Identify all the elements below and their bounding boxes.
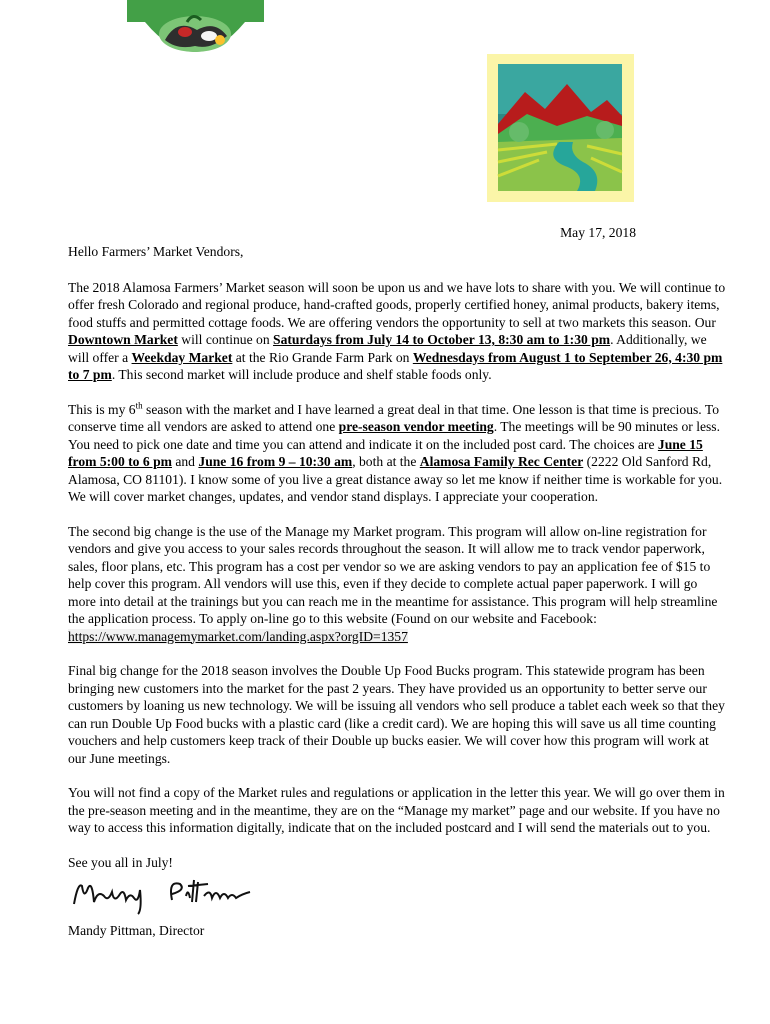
letter-body	[68, 243, 728, 957]
weekday-market-label: Weekday Market	[131, 349, 233, 365]
meeting-label: pre-season vendor meeting	[338, 419, 494, 434]
meeting-date-1: June 15 from 5:00 to 6 pm	[68, 436, 703, 469]
downtown-market-label: Downtown Market	[68, 332, 178, 347]
signer-name: Mandy Pittman, Director	[68, 923, 205, 938]
greeting: Hello Farmers’ Market Vendors,	[68, 244, 244, 259]
market-logo	[127, 0, 264, 60]
letter-date: May 17, 2018	[560, 225, 636, 240]
paragraph-markets: The 2018 Alamosa Farmers’ Market season will soon be upon us and we have lots to share with you. We will continue to offer fresh Colorado and regional produce, hand-crafted goods, properly certified honey, animal products, bakery items, food stuffs and permitted cottage foods. We are offering vendors the opportunity to sell at two markets this season. Our Downtown Market will continue on Saturdays from July 14 to October 13, 8:30 am to 1:30 pm. Additionally, we will offer a Weekday Market at the Rio Grande Farm Park on Wednesdays from August 1 to September 26, 4:30 pm to 7 pm. This second market will include produce and shelf stable foods only.	[68, 279, 726, 382]
paragraph-rules: You will not find a copy of the Market rules and regulations or application in the letter this year. We will go over them in the pre-season meeting and in the meantime, they are on the “Manage my market” page and our website. If you have no way to access this information digitally, indicate that on the included postcard and I will send the materials out to you.	[68, 785, 725, 835]
paragraph-manage-my-market: The second big change is the use of the Manage my Market program. This program will allow on-line registration for vendors and give you access to your sales records throughout the season. It will allow me to track vendor paperwork, sales, floor plans, etc. This program has a cost per vendor so we are asking vendors to pay an application fee of $15 to help cover this program. All vendors will use this, even if they decide to complete actual paper paperwork. I will go more into detail at the trainings but you can reach me in the meantime for assistance. This program will help streamline the application process. To apply on-line go to this website (Found on our website and Facebook: https://www.managemymarket.com/landing.aspx?orgID=1357	[68, 523, 718, 644]
paragraph-meetings: This is my 6th season with the market and I have learned a great deal in that time. One lesson is that time is precious. To conserve time all vendors are asked to attend one pre-season vendor meeting. The meetings will be 90 minutes or less. You need to pick one date and time you can attend and indicate it on the included post card. The choices are June 15 from 5:00 to 6 pm and June 16 from 9 – 10:30 am, both at the Alamosa Family Rec Center (2222 Old Sanford Rd, Alamosa, CO 81101). I know some of you live a great distance away so let me know if neither time is workable for you. We will cover market changes, updates, and vendor stand displays. I appreciate your cooperation.	[68, 399, 723, 504]
rec-center-label: Alamosa Family Rec Center	[419, 454, 584, 469]
weekday-market-dates: Wednesdays from August 1 to September 26, 4:30 pm to 7 pm	[68, 349, 723, 382]
meeting-date-2: June 16 from 9 – 10:30 am	[198, 454, 353, 469]
downtown-market-dates: Saturdays from July 14 to October 13, 8:30 am to 1:30 pm	[273, 332, 611, 347]
signature-image	[68, 874, 258, 916]
manage-my-market-link[interactable]: https://www.managemymarket.com/landing.aspx?orgID=1357	[68, 628, 408, 644]
paragraph-double-up: Final big change for the 2018 season involves the Double Up Food Bucks program. This statewide program has been bringing new customers into the market for the past 2 years. They have provided us an opportunity to better serve our customers by loaning us new technology. We will be issuing all vendors who sell produce a tablet each week so that they can run Double Up Food bucks with a plastic card (like a credit card). We are hoping this will save us all time counting vouchers and help customers keep track of their Double up bucks easier. We will cover how this program will work at our June meetings.	[68, 663, 725, 766]
valley-artwork	[487, 54, 634, 202]
closing: See you all in July!	[68, 854, 173, 870]
